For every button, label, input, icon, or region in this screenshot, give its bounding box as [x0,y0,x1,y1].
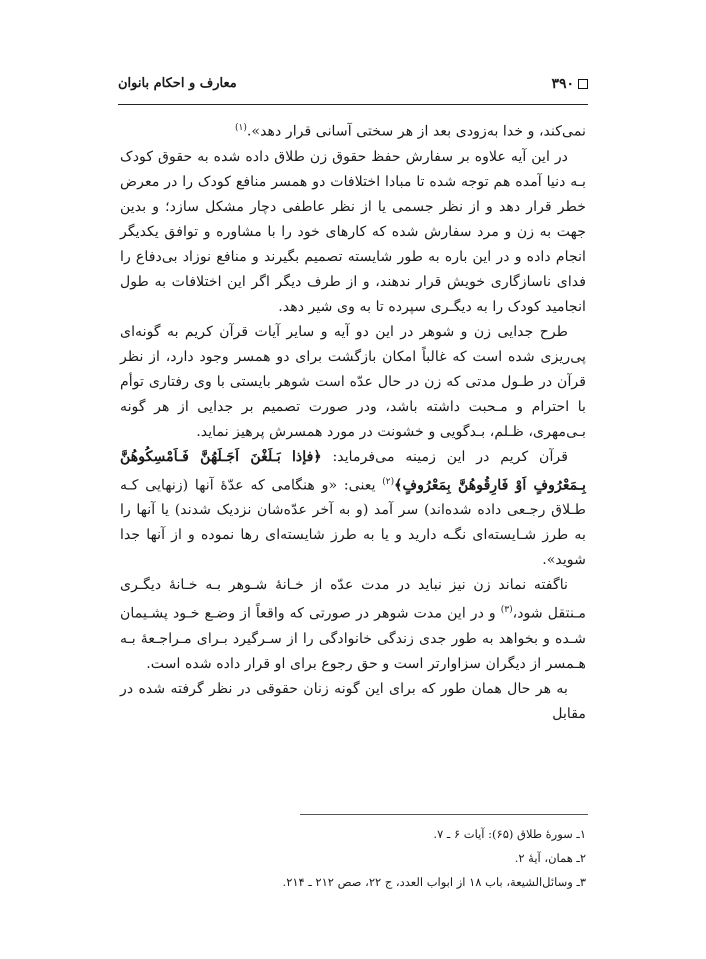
page-number: ۳۹۰ [551,76,574,92]
footnote: ۳ـ وسائل‌الشیعة، باب ۱۸ از ابواب العدد، ج ۲۲، صص ۲۱۲ ـ ۲۱۴. [282,875,586,889]
footnote-ref: (۱) [235,123,247,133]
running-header [118,72,588,98]
footnote: ۱ـ سورهٔ طلاق (۶۵): آیات ۶ ـ ۷. [433,827,586,841]
footnote-ref: (۲) [382,476,395,487]
paragraph: نمی‌کند، و خدا به‌زودی بعد از هر سختی آسانی قرار دهد».$^{(۱)}$ [235,123,586,140]
header-rule [118,104,588,105]
paragraph: ناگفته نماند زن نیز نباید در مدت عدّه از خـانهٔ شـوهر بـه خـانهٔ دیگـری مـنتقل شود،$^{(۳)}$ و در این مدت شوهر در صورتی که واقعاً از وضـع خـود پشـیمان شـده و بخواهد به طور جدی زندگی خانوادگی را از سـرگیرد بـرای مـراجـعهٔ بـه هـمسر از دیگران سزاوارتر است و حق رجوع برای او قرار داده شده است. [120,577,586,673]
footnote-ref: (۳) [500,605,513,616]
footnote-rule [300,814,588,815]
footnotes [120,822,586,894]
paragraph: طرح جدایی زن و شوهر در این دو آیه و سایر آیات قرآن کریم به گونه‌ای پی‌ریزی شده است که غالباً امکان بازگشت برای دو همسر وجود دارد، از نظر قرآن در طـول مدتی که زن در حال عدّه است شوهر بایستی با وی رفتاری توأم با احترام و مـحبت داشته باشد، ودر صورت تصمیم بر جدایی از هر گونه بـی‌مهری، ظـلم، بـدگویی و خشونت در مورد همسرش پرهیز نماید. [120,323,586,440]
paragraph: قرآن کریم در این زمینه می‌فرماید: ﴿فإذا بَـلَغْنَ اَجَـلَهُنَّ فَـاَمْسِكُوهُنَّ بِـمَعْرُوفٍ اَوْ فَارِقُوهُنَّ بِمَعْرُوفٍ﴾$^{(۲)}$ یعنی: «و هنگامی که عدّهٔ آنها (زنهایی کـه طـلاق رجـعی داده شده‌اند) سر آمد (و به آخر عدّه‌شان نزدیک شدند) یا آنها را به طرز شـایسته‌ای نگـه دارید و یا به طرز شایسته‌ای رها نموده و از آنها جدا شوید». [120,448,586,569]
book-title: معارف و احکام بانوان [118,76,237,91]
main-text [120,116,586,727]
footnote: ۲ـ همان، آیهٔ ۲. [514,851,586,865]
quran-verse: ﴿فإذا بَـلَغْنَ اَجَـلَهُنَّ فَـاَمْسِكُوهُنَّ بِـمَعْرُوفٍ اَوْ فَارِقُوهُنَّ بِمَعْرُوفٍ﴾ [120,448,586,494]
square-bullet-icon [578,79,588,89]
paragraph: در این آیه علاوه بر سفارش حفظ حقوق زن طلاق داده شده به حقوق کودک بـه دنیا آمده هم توجه شده تا مبادا اختلافات دو همسر منافع کودک را در معرض خطر قرار دهد و از نظر جسمی یا از نظر عاطفی دچار مشکل سازد؛ و بدین جهت به زن و مرد سفارش شده که کارهای خود را با مشاوره و توافق یکدیگر انجام داده و در این باره به طور شایسته تصمیم بگیرند و منافع نوزاد بی‌دفاع را فدای ناسازگاری خویش قرار ندهند، و از طرف دیگر اگر این اختلافات به طول انجامید کودک را به دیگـری سپرده تا به وی شیر دهد. [120,148,586,315]
paragraph: به هر حال همان طور که برای این گونه زنان حقوقی در نظر گرفته شده در مقابل [120,681,586,723]
page-number-block [551,76,588,92]
